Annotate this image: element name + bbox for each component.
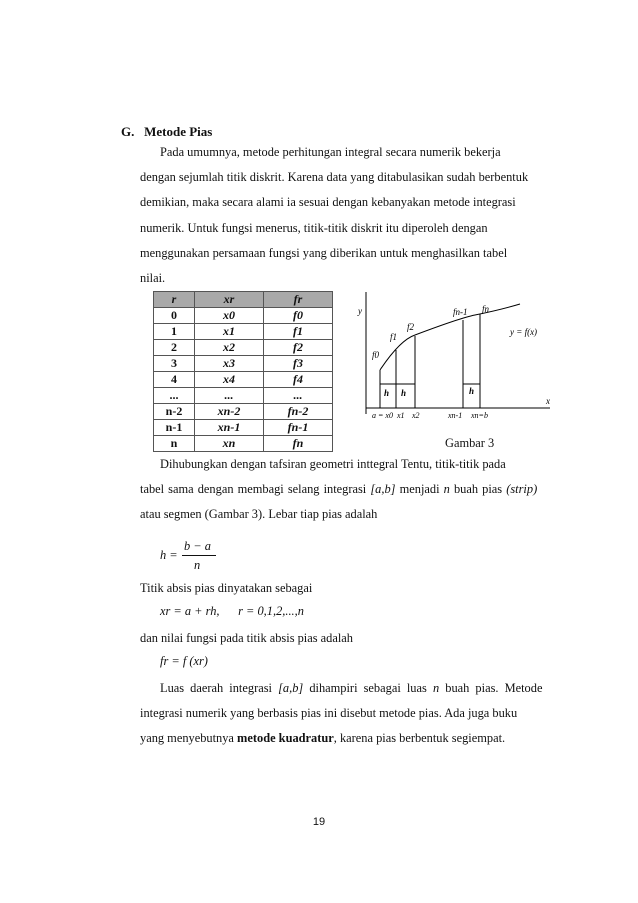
curve — [380, 304, 520, 370]
table-cell: ... — [264, 388, 333, 404]
table-row — [154, 436, 333, 452]
table-row — [154, 388, 333, 404]
interval-symbol: [a,b] — [370, 482, 396, 497]
table-cell: x3 — [195, 356, 264, 372]
value-table — [153, 291, 333, 452]
paragraph-5: Luas daerah integrasi [a,b] dihampiri sebagai luas n buah pias. Metode integrasi numerik yang berbasis pias ini disebut metode pias. Ada juga buku yang menyebutnya metode kuadratur, karena pias berbentuk segiempat. — [140, 676, 548, 752]
table-cell: f0 — [264, 308, 333, 324]
x-tick-label: a = x0 — [372, 411, 393, 420]
p2-line: Dihubungkan dengan tafsiran geometri inttegral Tentu, titik-titik pada — [160, 457, 506, 471]
section-title: Metode Pias — [144, 124, 213, 139]
table-cell: fn — [264, 436, 333, 452]
table-row — [154, 324, 333, 340]
p3: Titik absis pias dinyatakan sebagai — [140, 581, 313, 595]
table-cell: ... — [195, 388, 264, 404]
strip-term: (strip) — [506, 482, 538, 497]
table-cell: 3 — [154, 356, 195, 372]
table-cell: x4 — [195, 372, 264, 388]
y-axis-label: y — [358, 306, 362, 316]
table-cell: ... — [154, 388, 195, 404]
table-cell: xn-1 — [195, 420, 264, 436]
table-row — [154, 308, 333, 324]
paragraph-2 — [140, 452, 548, 528]
table-cell: f4 — [264, 372, 333, 388]
table-cell: n-1 — [154, 420, 195, 436]
table-cell: f2 — [264, 340, 333, 356]
p1-line: menggunakan persamaan fungsi yang diberikan untuk menghasilkan tabel — [140, 245, 508, 260]
point-label: f2 — [407, 322, 415, 332]
table-header: fr — [264, 292, 333, 308]
page-number: 19 — [312, 816, 326, 828]
formula-x: xr = a + rh, r = 0,1,2,...,n — [160, 604, 304, 618]
p2-text: buah pias — [453, 482, 503, 497]
strip-h-label: h — [469, 386, 475, 396]
x-axis-label: x — [546, 396, 550, 406]
table-cell: f1 — [264, 324, 333, 340]
section-label: G. — [121, 124, 135, 139]
section-heading — [121, 124, 212, 140]
p1-line: dengan sejumlah titik diskrit. Karena data yang ditabulasikan sudah berbentuk — [140, 170, 529, 185]
table-row — [154, 340, 333, 356]
table-row — [154, 356, 333, 372]
table-cell: 2 — [154, 340, 195, 356]
interval-symbol: [a,b] — [278, 681, 304, 695]
bold-term: metode kuadratur — [237, 731, 334, 746]
table-row — [154, 404, 333, 420]
p1-line: numerik. Untuk fungsi menerus, titik-titik diskrit itu diperoleh dengan — [140, 220, 488, 235]
table-cell: fn-2 — [264, 404, 333, 420]
table-row — [154, 372, 333, 388]
p5-line: integrasi numerik yang berbasis pias ini disebut metode pias. Ada juga buku — [140, 706, 518, 721]
curve-label: y = f(x) — [510, 327, 538, 337]
table-cell: x0 — [195, 308, 264, 324]
p1-line: Pada umumnya, metode perhitungan integral secara numerik bekerja — [160, 145, 501, 159]
table-cell: f3 — [264, 356, 333, 372]
x-tick-label: x2 — [412, 411, 420, 420]
point-label: f1 — [390, 332, 398, 342]
strip-figure — [340, 290, 560, 422]
point-label: f0 — [372, 350, 380, 360]
p4: dan nilai fungsi pada titik absis pias adalah — [140, 631, 354, 645]
x-tick-label: xn=b — [471, 411, 488, 420]
strip-h-label: h — [384, 388, 390, 398]
x-tick-label: xn-1 — [448, 411, 463, 420]
table-cell: 0 — [154, 308, 195, 324]
p2-line: atau segmen (Gambar 3). Lebar tiap pias adalah — [140, 507, 378, 522]
p2-text: menjadi — [399, 482, 440, 497]
table-header: r — [154, 292, 195, 308]
table-cell: xn — [195, 436, 264, 452]
table-cell: fn-1 — [264, 420, 333, 436]
n-symbol: n — [432, 681, 440, 695]
paragraph-1 — [140, 140, 548, 291]
p2-text: tabel sama dengan membagi selang integrasi — [140, 482, 367, 497]
table-cell: x2 — [195, 340, 264, 356]
formula-h: h = b − a n — [158, 539, 218, 573]
p1-line: demikian, maka secara alami ia sesuai dengan kebanyakan metode integrasi — [140, 195, 516, 210]
table-cell: 4 — [154, 372, 195, 388]
table-cell: n-2 — [154, 404, 195, 420]
strip-h-label: h — [401, 388, 407, 398]
figure-caption: Gambar 3 — [445, 436, 495, 450]
p1-line: nilai. — [140, 271, 166, 286]
table-row — [154, 420, 333, 436]
n-symbol: n — [443, 482, 450, 497]
x-tick-label: x1 — [397, 411, 405, 420]
table-cell: 1 — [154, 324, 195, 340]
table-header: xr — [195, 292, 264, 308]
point-label: fn-1 — [453, 307, 468, 317]
point-label: fn — [482, 304, 490, 314]
formula-f: fr = f (xr) — [160, 654, 208, 668]
table-cell: n — [154, 436, 195, 452]
table-cell: xn-2 — [195, 404, 264, 420]
table-cell: x1 — [195, 324, 264, 340]
